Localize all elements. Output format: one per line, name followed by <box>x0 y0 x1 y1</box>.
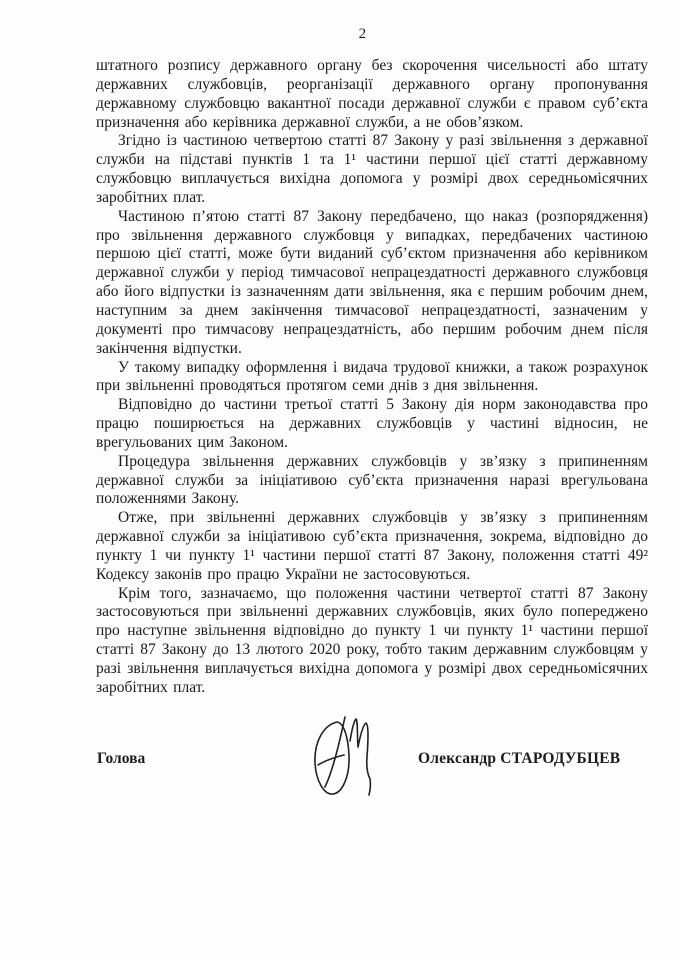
paragraph-7: Отже, при звільненні державних службовців у зв’язку з припиненням державної служби за ініціативою суб’єкта призначення, зокрема, відповідно до пункту 1 чи пункту 1¹ частини першої статті 87 Закону, положення статті 49² Кодексу законів про працю України не застосовуються. <box>96 509 648 583</box>
document-body <box>96 57 648 698</box>
paragraph-8: Крім того, зазначаємо, що положення частини четвертої статті 87 Закону застосовуються при звільненні державних службовців, яких було попереджено про наступне звільнення відповідно до пункту 1 чи пункту 1¹ частини першої статті 87 Закону до 13 лютого 2020 року, тобто таким державним службовцям у разі звільнення виплачується вихідна допомога у розмірі двох середньомісячних заробітних плат. <box>96 584 648 696</box>
paragraph-1: штатного розпису державного органу без скорочення чисельності або штату державних службовців, реорганізації державного органу пропонування державному службовцю вакантної посади державної служби є правом суб’єкта призначення або керівника державної служби, а не обов’язком. <box>96 57 648 131</box>
page-number: 2 <box>358 26 367 42</box>
handwritten-signature-icon <box>306 712 378 800</box>
signer-name: Олександр СТАРОДУБЦЕВ <box>418 750 621 767</box>
paragraph-4: У такому випадку оформлення і видача трудової книжки, а також розрахунок при звільненні проводяться протягом семи днів з дня звільнення. <box>96 358 648 395</box>
paragraph-5: Відповідно до частини третьої статті 5 Закону дія норм законодавства про працю поширюється на державних службовців у частині відносин, не врегульованих цим Законом. <box>96 396 648 451</box>
paragraph-2: Згідно із частиною четвертою статті 87 Закону у разі звільнення з державної служби на підставі пунктів 1 та 1¹ частини першої цієї статті державному службовцю виплачується вихідна допомога у розмірі двох середньомісячних заробітних плат. <box>96 132 648 206</box>
paragraph-6: Процедура звільнення державних службовців у зв’язку з припиненням державної служби за ініціативою суб’єкта призначення наразі врегульована положеннями Закону. <box>96 452 648 508</box>
paragraph-3: Частиною п’ятою статті 87 Закону передбачено, що наказ (розпорядження) про звільнення державного службовця у випадках, передбачених частиною першою цієї статті, може бути виданий суб’єктом призначення або керівником державної служби у період тимчасової непрацездатності державного службовця або його відпустки із зазначенням дати звільнення, яка є першим робочим днем, наступним за днем закінчення тимчасової непрацездатності, зазначеним у документі про тимчасову непрацездатність, або першим робочим днем після закінчення відпустки. <box>96 207 648 357</box>
signer-title: Голова <box>97 750 146 767</box>
